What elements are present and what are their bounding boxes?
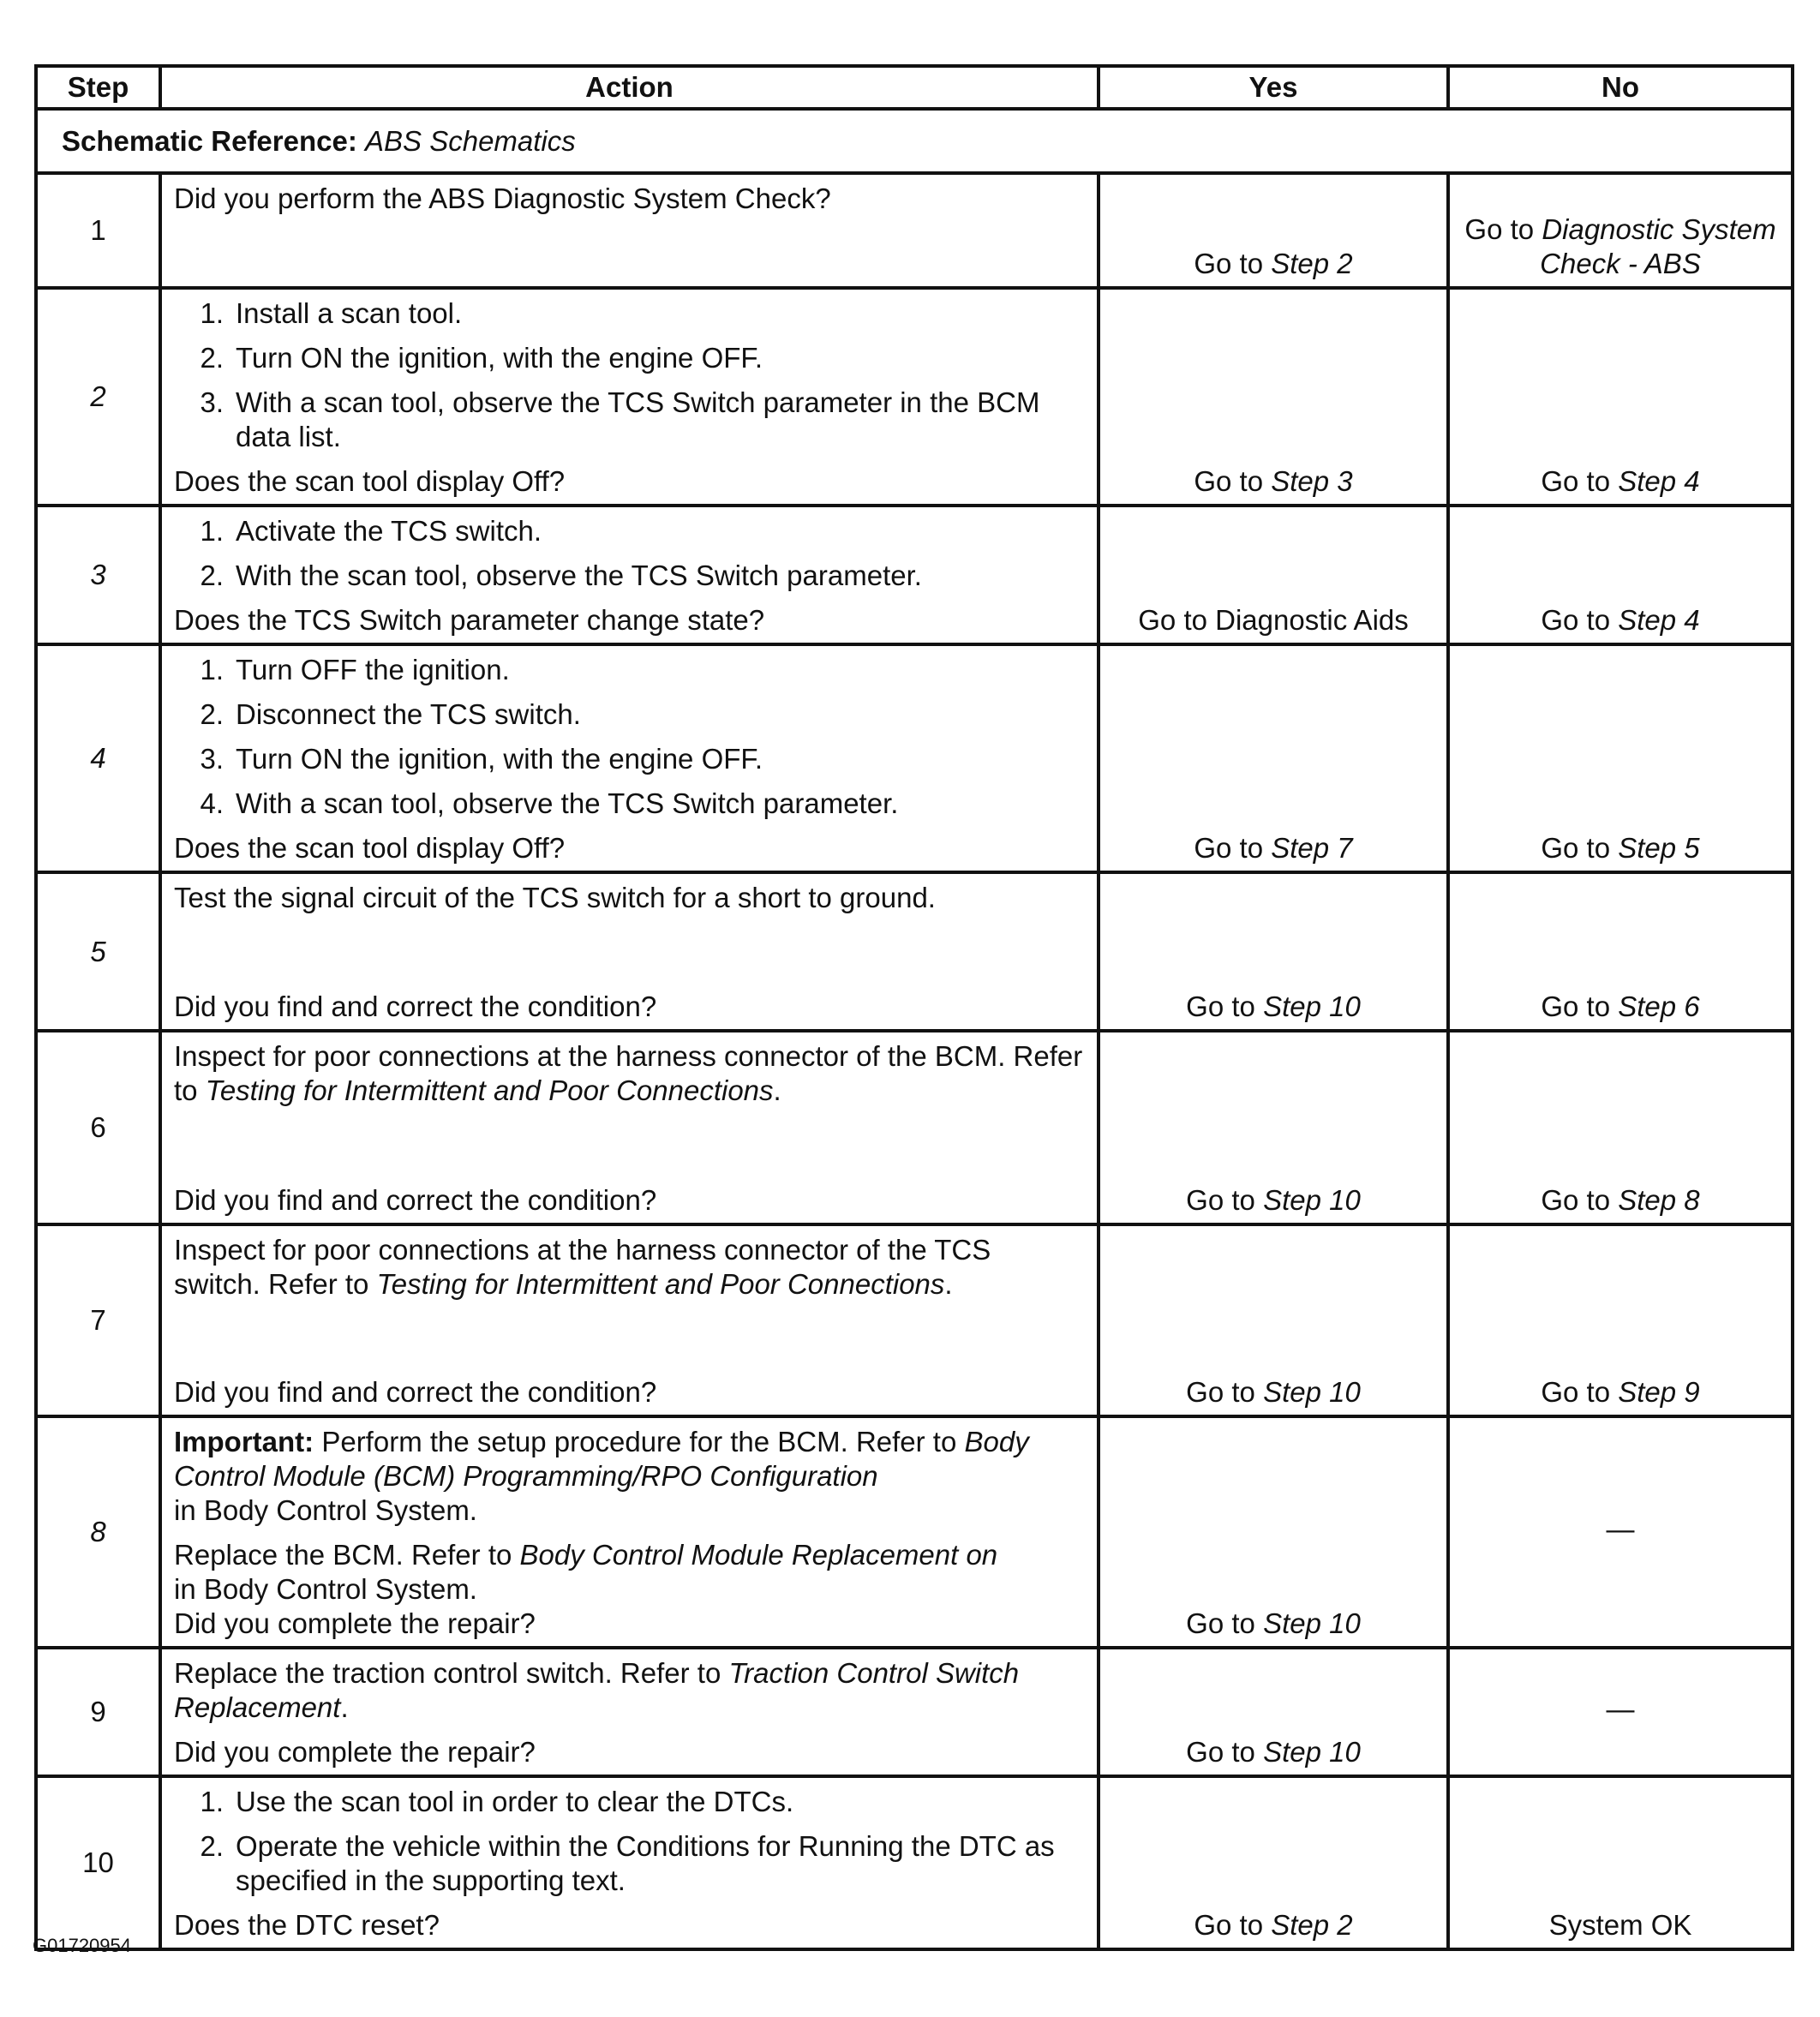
no-ref: Step 6	[1618, 991, 1700, 1022]
action-question: Does the scan tool display Off?	[174, 465, 566, 497]
step-number: 1	[36, 173, 160, 288]
yes-prefix: Go to	[1194, 465, 1264, 497]
action-ref: Testing for Intermittent and Poor Connections	[205, 1074, 774, 1106]
action-cell	[160, 1776, 1099, 1949]
yes-cell	[1099, 173, 1448, 288]
yes-cell	[1099, 506, 1448, 644]
table-row	[36, 506, 1793, 644]
action-question: Did you find and correct the condition?	[174, 1184, 657, 1216]
list-item: 4. With a scan tool, observe the TCS Switch parameter.	[200, 787, 899, 819]
no-prefix: Go to	[1541, 1184, 1611, 1216]
table-row	[36, 1648, 1793, 1776]
action-cell	[160, 644, 1099, 872]
no-ref: Step 8	[1618, 1184, 1700, 1216]
action-text: Test the signal circuit of the TCS switch for a short to ground.	[174, 882, 936, 913]
no-prefix: Go to	[1541, 465, 1611, 497]
action-list	[174, 296, 1085, 454]
action-question: Did you find and correct the condition?	[174, 991, 657, 1022]
no-cell	[1448, 288, 1793, 506]
yes-cell	[1099, 1416, 1448, 1648]
no-prefix: Go to	[1541, 832, 1611, 864]
table-row	[36, 1031, 1793, 1224]
action-list	[174, 653, 1085, 821]
yes-ref: Step 10	[1263, 1736, 1361, 1768]
header-action: Action	[160, 66, 1099, 109]
action-paragraph: Inspect for poor connections at the harness connector of the TCS switch. Refer to Testing for Intermittent and Poor Connections.	[174, 1234, 991, 1300]
step-number: 4	[36, 644, 160, 872]
yes-prefix: Go to	[1186, 991, 1255, 1022]
yes-prefix: Go to	[1194, 1909, 1264, 1941]
no-cell	[1448, 1224, 1793, 1416]
header-step: Step	[36, 66, 160, 109]
yes-ref: Step 2	[1271, 1909, 1353, 1941]
no-cell: System OK	[1448, 1776, 1793, 1949]
action-text: Inspect for poor connections at the harness connector of the TCS switch. Refer to	[174, 1234, 991, 1300]
table-row	[36, 644, 1793, 872]
step-number: 10	[36, 1776, 160, 1949]
list-item: 2. With the scan tool, observe the TCS Switch parameter.	[200, 560, 922, 591]
important-text: Perform the setup procedure for the BCM. Refer to	[321, 1426, 957, 1457]
table-row	[36, 872, 1793, 1031]
step-number: 5	[36, 872, 160, 1031]
yes-cell	[1099, 1031, 1448, 1224]
yes-prefix: Go to	[1194, 832, 1264, 864]
action-cell	[160, 1416, 1099, 1648]
yes-ref: Step 10	[1263, 1376, 1361, 1408]
yes-ref: Step 10	[1263, 1607, 1361, 1639]
no-ref: Step 4	[1618, 465, 1700, 497]
header-no: No	[1448, 66, 1793, 109]
yes-text: Go to Diagnostic Aids	[1138, 604, 1409, 636]
yes-cell	[1099, 1648, 1448, 1776]
list-item: 3. With a scan tool, observe the TCS Switch parameter in the BCM data list.	[200, 386, 1040, 452]
action-paragraph: Inspect for poor connections at the harness connector of the BCM. Refer to Testing for Intermittent and Poor Connections.	[174, 1040, 1083, 1106]
yes-ref: Step 3	[1271, 465, 1353, 497]
no-prefix: Go to	[1464, 213, 1535, 245]
schematic-reference	[36, 109, 1793, 173]
yes-cell	[1099, 1776, 1448, 1949]
yes-prefix: Go to	[1186, 1607, 1255, 1639]
table-row	[36, 1224, 1793, 1416]
action-cell	[160, 173, 1099, 288]
action-paragraph: Replace the traction control switch. Refer to Traction Control Switch Replacement.	[174, 1657, 1020, 1723]
list-item: 1. Install a scan tool.	[200, 297, 463, 329]
action-ref: Testing for Intermittent and Poor Connections	[376, 1268, 945, 1300]
no-ref: Step 9	[1618, 1376, 1700, 1408]
action-list	[174, 514, 1085, 593]
no-cell	[1448, 872, 1793, 1031]
yes-ref: Step 7	[1271, 832, 1353, 864]
action-cell	[160, 872, 1099, 1031]
important-label: Important:	[174, 1426, 314, 1457]
action-cell	[160, 1224, 1099, 1416]
schematic-label: Schematic Reference:	[62, 124, 357, 157]
step-number: 6	[36, 1031, 160, 1224]
action-question: Did you find and correct the condition?	[174, 1376, 657, 1408]
no-cell	[1448, 1031, 1793, 1224]
yes-cell	[1099, 1224, 1448, 1416]
no-cell	[1448, 506, 1793, 644]
list-item: 1. Turn OFF the ignition.	[200, 654, 510, 685]
diagnostic-table	[34, 64, 1794, 1951]
list-item: 2. Disconnect the TCS switch.	[200, 698, 581, 730]
yes-prefix: Go to	[1186, 1736, 1255, 1768]
action-text: Inspect for poor connections at the harness connector of the BCM. Refer to	[174, 1040, 1083, 1106]
figure-id-caption: G01720954	[33, 1935, 131, 1956]
action-cell	[160, 1031, 1099, 1224]
no-cell	[1448, 173, 1793, 288]
schematic-reference-row	[36, 109, 1793, 173]
no-ref: Step 5	[1618, 832, 1700, 864]
replace-tail: in Body Control System.	[174, 1573, 477, 1605]
no-cell	[1448, 644, 1793, 872]
no-prefix: Go to	[1541, 991, 1611, 1022]
list-item: 1. Use the scan tool in order to clear the DTCs.	[200, 1786, 794, 1817]
action-question: Does the TCS Switch parameter change state?	[174, 604, 765, 636]
action-question: Did you complete the repair?	[174, 1607, 536, 1639]
yes-cell	[1099, 644, 1448, 872]
list-item: 3. Turn ON the ignition, with the engine OFF.	[200, 743, 763, 775]
no-prefix: Go to	[1541, 604, 1611, 636]
no-cell: —	[1448, 1416, 1793, 1648]
action-cell	[160, 288, 1099, 506]
replace-text: Replace the BCM. Refer to	[174, 1539, 512, 1571]
no-ref: Step 4	[1618, 604, 1700, 636]
important-ref: Body Control Module (BCM) Programming/RPO Configuration	[174, 1426, 1029, 1492]
step-number: 9	[36, 1648, 160, 1776]
no-ref: Diagnostic System Check - ABS	[1540, 213, 1776, 279]
header-yes: Yes	[1099, 66, 1448, 109]
yes-prefix: Go to	[1194, 248, 1264, 279]
step-number: 7	[36, 1224, 160, 1416]
yes-prefix: Go to	[1186, 1184, 1255, 1216]
action-question: Does the scan tool display Off?	[174, 832, 566, 864]
yes-cell	[1099, 288, 1448, 506]
no-prefix: Go to	[1541, 1376, 1611, 1408]
list-item: 2. Operate the vehicle within the Conditions for Running the DTC as specified in the supporting text.	[200, 1830, 1055, 1896]
action-question: Did you complete the repair?	[174, 1736, 536, 1768]
replace-paragraph	[174, 1538, 1085, 1607]
table-row	[36, 288, 1793, 506]
yes-ref: Step 10	[1263, 1184, 1361, 1216]
schematic-ref: ABS Schematics	[365, 124, 576, 157]
yes-ref: Step 2	[1271, 248, 1353, 279]
header-row	[36, 66, 1793, 109]
action-text: Replace the traction control switch. Refer to	[174, 1657, 721, 1689]
action-text: Did you perform the ABS Diagnostic System Check?	[174, 183, 831, 214]
action-ref: Traction Control Switch Replacement	[174, 1657, 1020, 1723]
table-row	[36, 1416, 1793, 1648]
yes-ref: Step 10	[1263, 991, 1361, 1022]
yes-prefix: Go to	[1186, 1376, 1255, 1408]
action-cell	[160, 506, 1099, 644]
important-tail: in Body Control System.	[174, 1494, 477, 1526]
table-row	[36, 173, 1793, 288]
important-paragraph	[174, 1425, 1085, 1528]
list-item: 1. Activate the TCS switch.	[200, 515, 542, 547]
list-item: 2. Turn ON the ignition, with the engine OFF.	[200, 342, 763, 374]
yes-cell	[1099, 872, 1448, 1031]
step-number: 8	[36, 1416, 160, 1648]
action-list	[174, 1785, 1085, 1898]
no-cell: —	[1448, 1648, 1793, 1776]
diagnostic-table-sheet	[34, 64, 1791, 1951]
table-row	[36, 1776, 1793, 1949]
action-cell	[160, 1648, 1099, 1776]
replace-ref: Body Control Module Replacement on	[519, 1539, 998, 1571]
step-number: 2	[36, 288, 160, 506]
action-question: Does the DTC reset?	[174, 1909, 440, 1941]
step-number: 3	[36, 506, 160, 644]
